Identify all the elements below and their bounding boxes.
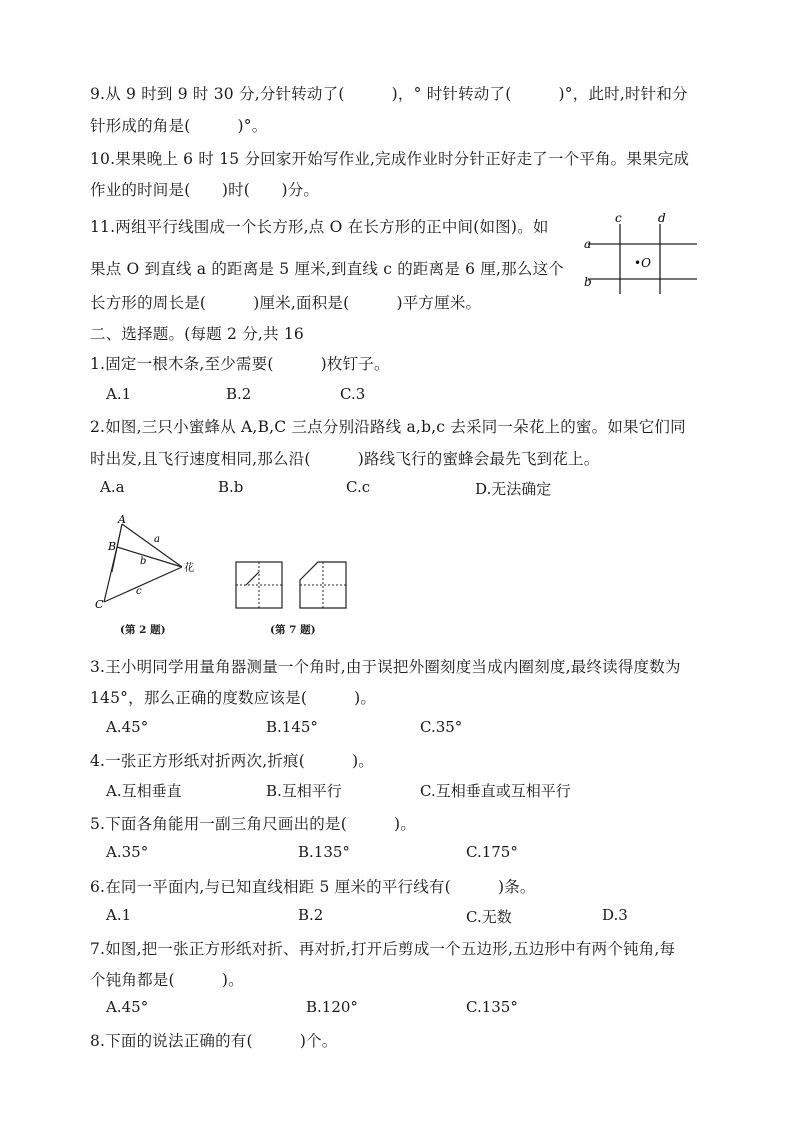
route-c: [104, 567, 182, 602]
s3-option-b: B.145°: [266, 718, 318, 736]
s5-question: 5.下面各角能用一副三角尺画出的是( )。: [90, 815, 416, 833]
label-b: b: [584, 275, 592, 289]
q10-line1: 10.果果晚上 6 时 15 分回家开始写作业,完成作业时分针正好走了一个平角。果果完成: [90, 150, 690, 168]
s2-option-b: B.b: [218, 478, 244, 496]
s2-option-d: D.无法确定: [475, 480, 552, 498]
s5-option-a: A.35°: [106, 843, 149, 861]
label-c: c: [615, 211, 622, 225]
s4-question: 4.一张正方形纸对折两次,折痕( )。: [90, 752, 375, 770]
s2-option-a: A.a: [100, 478, 125, 496]
q11-line1: 11.两组平行线围成一个长方形,点 O 在长方形的正中间(如图)。如: [90, 218, 549, 236]
s6-option-a: A.1: [106, 906, 132, 924]
square-left: [236, 562, 282, 608]
route-b-label: b: [140, 556, 147, 567]
s3-option-c: C.35°: [420, 718, 463, 736]
s6-option-c: C.无数: [466, 908, 512, 926]
s1-option-b: B.2: [226, 385, 252, 403]
s5-option-b: B.135°: [298, 843, 350, 861]
s6-option-b: B.2: [298, 906, 324, 924]
s3-option-a: A.45°: [106, 718, 149, 736]
q10-line2: 作业的时间是( )时( )分。: [90, 181, 320, 199]
s7-option-c: C.135°: [466, 998, 518, 1016]
flower-label: 花: [184, 563, 194, 574]
s7-option-a: A.45°: [106, 998, 149, 1016]
point-b-label: B: [108, 540, 117, 553]
s8-question: 8.下面的说法正确的有( )个。: [90, 1032, 338, 1050]
s4-option-a: A.互相垂直: [106, 782, 182, 800]
s3-line1: 3.王小明同学用量角器测量一个角时,由于误把外圈刻度当成内圈刻度,最终读得度数为: [90, 658, 681, 676]
s1-question: 1.固定一根木条,至少需要( )枚钉子。: [90, 355, 390, 373]
label-d: d: [658, 211, 666, 225]
point-a-label: A: [118, 513, 126, 526]
fig2-caption: (第 2 题): [120, 624, 166, 636]
bee-routes-figure: [92, 512, 202, 612]
q9-line1: 9.从 9 时到 9 时 30 分,分针转动了( )，° 时针转动了( )°，此时,时针和分: [90, 85, 688, 103]
section2-title: 二、选择题。(每题 2 分,共 16: [90, 325, 304, 343]
s1-option-c: C.3: [340, 385, 366, 403]
pentagon-right: [300, 562, 346, 608]
label-a: a: [584, 237, 592, 251]
parallel-lines-figure: [580, 208, 700, 298]
route-a-label: a: [154, 534, 160, 545]
s4-option-c: C.互相垂直或互相平行: [420, 782, 571, 800]
s1-option-a: A.1: [106, 385, 132, 403]
route-b: [117, 547, 182, 567]
s4-option-b: B.互相平行: [266, 782, 342, 800]
s7-line1: 7.如图,把一张正方形纸对折、再对折,打开后剪成一个五边形,五边形中有两个钝角,每: [90, 940, 676, 958]
q9-line2: 针形成的角是( )°。: [90, 117, 268, 135]
point-c-label: C: [95, 598, 104, 611]
fig7-caption: (第 7 题): [270, 624, 316, 636]
s2-line2: 时出发,且飞行速度相同,那么沿( )路线飞行的蜜蜂会最先飞到花上。: [90, 450, 600, 468]
route-a: [122, 524, 182, 567]
q11-line3: 长方形的周长是( )厘米,面积是( )平方厘米。: [90, 294, 482, 312]
s3-line2: 145°，那么正确的度数应该是( )。: [90, 689, 377, 707]
s2-line1: 2.如图,三只小蜜蜂从 A,B,C 三点分别沿路线 a,b,c 去采同一朵花上的蜜。如果它们同: [90, 418, 686, 436]
s5-option-c: C.175°: [466, 843, 518, 861]
s6-option-d: D.3: [602, 906, 628, 924]
folded-square-figure: [234, 560, 374, 616]
route-c-label: c: [136, 586, 142, 597]
s6-question: 6.在同一平面内,与已知直线相距 5 厘米的平行线有( )条。: [90, 878, 536, 896]
s7-line2: 个钝角都是( )。: [90, 971, 244, 989]
label-o: •O: [634, 256, 651, 270]
q11-line2: 果点 O 到直线 a 的距离是 5 厘米,到直线 c 的距离是 6 厘,那么这个: [90, 260, 564, 278]
s7-option-b: B.120°: [306, 998, 358, 1016]
s2-option-c: C.c: [346, 478, 371, 496]
cut-line: [246, 572, 259, 585]
